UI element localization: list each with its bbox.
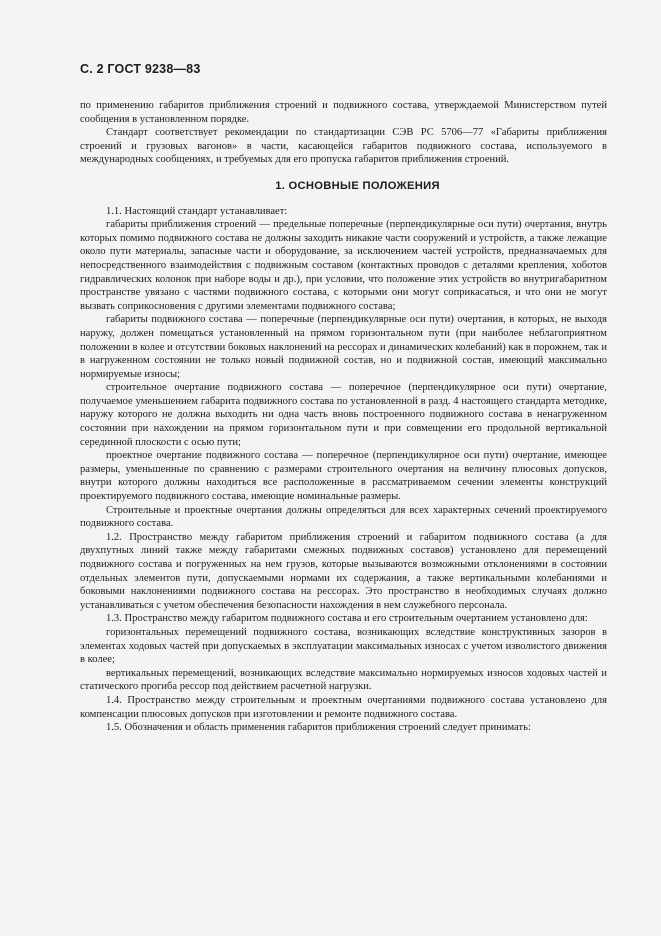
definition-paragraph: строительное очертание подвижного состава — поперечное (перпендикулярное оси пути) очертание, получаемое уменьшением габарита подвижного состава по установленной в разд. 4 настоящего стандарта методике, наружу которого не должна выходить ни одна часть вновь построенного подвижного состава в ненагруженном состоянии при нахождении на прямом горизонтальном пути и при совмещении его продольной вертикальной серединной плоскости с осью пути; <box>80 382 607 448</box>
clause-1-3: 1.3. Пространство между габаритом подвижного состава и его строительным очертанием установлено для: <box>106 613 588 625</box>
clause-1-2: 1.2. Пространство между габаритом приближения строений и габаритом подвижного состава (а для двухпутных линий также между габаритами смежных подвижных составов) установлено для перемещений подвижного состава и погруженных на нем грузов, которые вызываются возможными отклонениями в состоянии отдельных элементов пути, допускаемыми нормами их содержания, а также вертикальными колебаниями и боковыми наклонениями подвижного состава на рессорах. Это пространство в необходимых случаях должно устанавливаться с учетом обеспечения безопасности нахождения в нем служебного персонала. <box>80 531 607 611</box>
body-paragraph: Строительные и проектные очертания должны определяться для всех характерных сечений проектируемого подвижного состава. <box>80 504 607 530</box>
page-header: С. 2 ГОСТ 9238—83 <box>80 62 201 76</box>
clause-1-4: 1.4. Пространство между строительным и проектным очертаниями подвижного состава установлено для компенсации плюсовых допусков при изготовлении и ремонте подвижного состава. <box>80 694 607 720</box>
definition-paragraph: проектное очертание подвижного состава — поперечное (перпендикулярное оси пути) очертание, имеющее размеры, уменьшенные по сравнению с размерами строительного очертания на величину плюсовых допусков, внутри которого должны находиться все расположенные в рассматриваемом сечении элементы конструкций проектируемого подвижного состава, имеющие номинальные размеры. <box>80 450 607 503</box>
clause-1-1: 1.1. Настоящий стандарт устанавливает: <box>106 205 288 217</box>
section-heading: 1. ОСНОВНЫЕ ПОЛОЖЕНИЯ <box>275 179 440 192</box>
body-text <box>80 99 607 735</box>
intro-paragraph: по применению габаритов приближения строений и подвижного состава, утверждаемой Министерством путей сообщения в установленном порядке. <box>80 100 607 125</box>
definition-paragraph: габариты подвижного состава — поперечные (перпендикулярные оси пути) очертания, в которых, не выходя наружу, должен помещаться установленный на прямом горизонтальном пути (при наиболее неблагоприятном положении в колее и отсутствии боковых наклонений на рессорах и динамических колебаний) как в порожнем, так и в нагруженном состоянии не только новый подвижной состав, но и подвижной состав, имеющий максимально нормируемые износы; <box>80 314 607 380</box>
list-paragraph: горизонтальных перемещений подвижного состава, возникающих вследствие конструктивных зазоров в элементах ходовых частей при допускаемых в эксплуатации максимальных износах с учетом изволистого движения в колее; <box>80 626 607 666</box>
clause-1-5: 1.5. Обозначения и область применения габаритов приближения строений следует принимать: <box>106 722 531 734</box>
definition-paragraph: габариты приближения строений — предельные поперечные (перпендикулярные оси пути) очертания, внутрь которых помимо подвижного состава не должны заходить никакие части сооружений и устройств, а также лежащие около пути материалы, запасные части и оборудование, за исключением частей устройств, предназначаемых для непосредственного взаимодействия с подвижным составом (контактных проводов с деталями крепления, хоботов гидравлических колонок при наборе воды и др.), при условии, что положение этих устройств во внутригабаритном пространстве увязано с частями подвижного состава, с которыми они могут соприкасаться, и что они не могут вызвать соприкосновения с другими элементами подвижного состава; <box>80 219 607 312</box>
list-paragraph: вертикальных перемещений, возникающих вследствие максимально нормируемых износов ходовых частей и статического прогиба рессор под действием расчетной нагрузки. <box>80 667 607 693</box>
intro-paragraph: Стандарт соответствует рекомендации по стандартизации СЭВ РС 5706—77 «Габариты приближения строений и грузовых вагонов» в части, касающейся габаритов подвижного состава, используемого в международных сообщениях, и требуемых для его пропуска габаритов приближения строений. <box>80 127 607 166</box>
